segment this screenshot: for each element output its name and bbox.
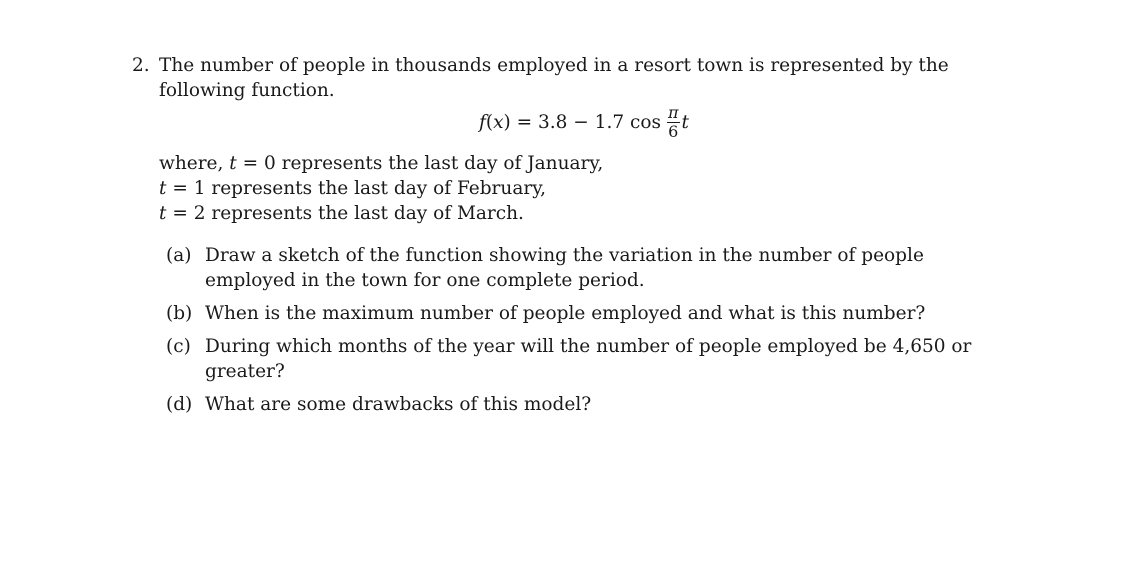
where-line bbox=[159, 151, 603, 176]
fraction-denominator: 6 bbox=[668, 121, 679, 141]
where-text: = 0 represents the last day of January, bbox=[236, 153, 604, 174]
equation-x: x bbox=[493, 111, 504, 133]
part-label: (d) bbox=[166, 394, 193, 415]
where-line bbox=[159, 201, 603, 226]
where-text: = 1 represents the last day of February, bbox=[166, 178, 547, 199]
equation-open-paren: ( bbox=[485, 111, 494, 133]
where-var: t bbox=[229, 153, 237, 174]
problem-number: 2. bbox=[132, 55, 150, 76]
sub-question-c bbox=[166, 334, 1006, 384]
where-intro: where, bbox=[159, 153, 230, 174]
equation-variable: t bbox=[681, 111, 689, 133]
stem-line-1: The number of people in thousands employed in a resort town is represented by the bbox=[159, 55, 949, 76]
part-label: (b) bbox=[166, 303, 193, 324]
equation-f: f bbox=[479, 111, 486, 133]
where-var: t bbox=[159, 178, 167, 199]
problem-stem bbox=[132, 53, 1012, 103]
where-line bbox=[159, 176, 603, 201]
function-equation bbox=[479, 100, 689, 144]
where-var: t bbox=[159, 203, 167, 224]
fraction-numerator: π bbox=[667, 102, 679, 122]
equation-fraction bbox=[667, 104, 680, 141]
part-text: Draw a sketch of the function showing the variation in the number of people employed in the town for one complete period. bbox=[205, 245, 924, 291]
sub-question-b bbox=[166, 301, 1006, 326]
part-text: When is the maximum number of people employed and what is this number? bbox=[205, 303, 926, 324]
where-definitions bbox=[159, 151, 603, 226]
part-label: (c) bbox=[166, 336, 191, 357]
sub-question-a bbox=[166, 243, 1006, 293]
equation-close-paren: ) bbox=[503, 111, 511, 133]
stem-text bbox=[159, 53, 1012, 103]
part-text: What are some drawbacks of this model? bbox=[205, 394, 592, 415]
sub-question-d bbox=[166, 392, 1006, 417]
where-text: = 2 represents the last day of March. bbox=[166, 203, 524, 224]
problem-head bbox=[132, 53, 1012, 103]
part-label: (a) bbox=[166, 245, 192, 266]
equation-rhs: = 3.8 − 1.7 cos bbox=[510, 111, 661, 133]
part-text: During which months of the year will the number of people employed be 4,650 or greater? bbox=[205, 336, 972, 382]
stem-line-2: following function. bbox=[159, 80, 335, 101]
sub-questions bbox=[166, 243, 1006, 425]
